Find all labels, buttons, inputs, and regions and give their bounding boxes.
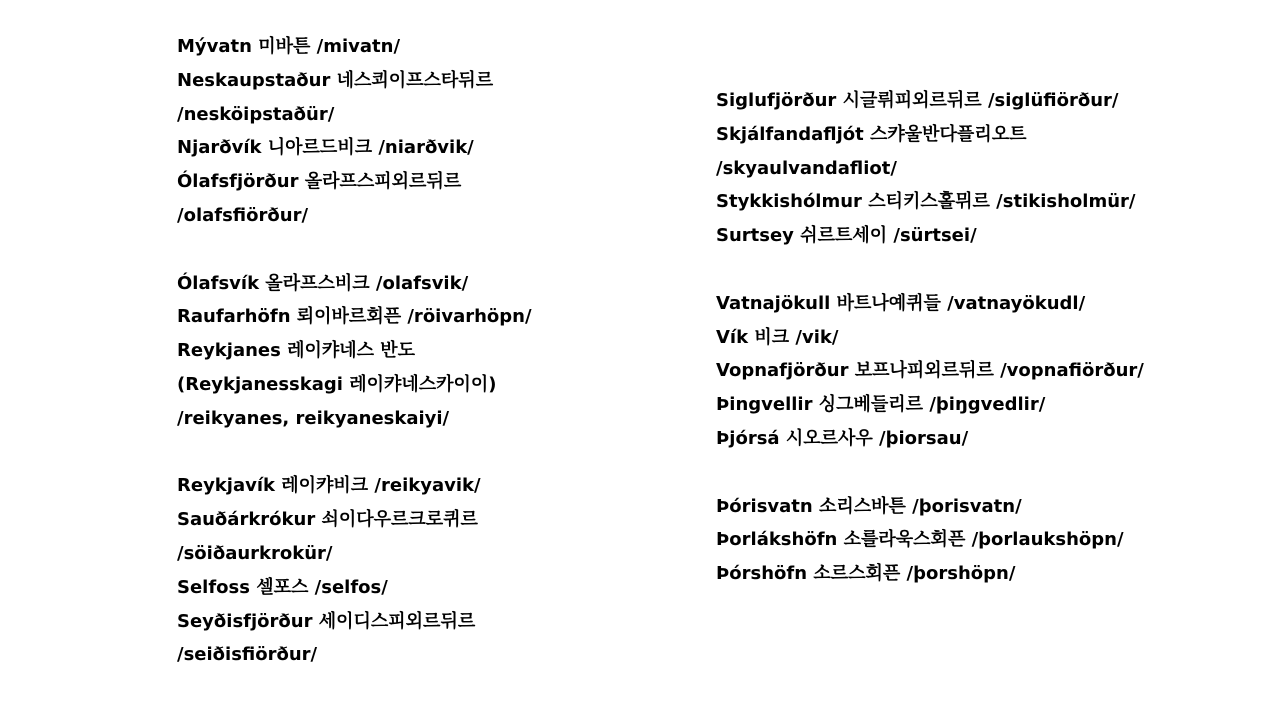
text-line: Reykjanes 레이캬네스 반도 [177, 340, 416, 362]
text-line: /olafsfiörður/ [177, 204, 309, 226]
text-line: Seyðisfjörður 세이디스피외르뒤르 [177, 610, 476, 632]
text-line: Selfoss 셀포스 /selfos/ [177, 576, 388, 598]
text-line: Reykjavík 레이캬비크 /reikyavik/ [177, 475, 481, 497]
text-line: Vatnajökull 바트나예퀴들 /vatnayökudl/ [716, 292, 1086, 314]
text-line: Vopnafjörður 보프나피외르뒤르 /vopnafiörður/ [716, 360, 1144, 382]
text-line: Njarðvík 니아르드비크 /niarðvik/ [177, 137, 474, 159]
text-line: Þórisvatn 소리스바튼 /þorisvatn/ [716, 495, 1022, 517]
text-line: Vík 비크 /vik/ [716, 326, 839, 348]
text-line: Sauðárkrókur 쇠이다우르크로퀴르 [177, 509, 478, 531]
text-line: (Reykjanesskagi 레이캬네스카이이) [177, 373, 497, 395]
blank-line [177, 233, 657, 267]
text-line: /reikyanes, reikyaneskaiyi/ [177, 407, 450, 429]
text-line: Siglufjörður 시글뤼피외르뒤르 /siglüfiörður/ [716, 90, 1119, 111]
text-line: Stykkishólmur 스티키스홀뮈르 /stikisholmür/ [716, 191, 1136, 213]
text-line: Raufarhöfn 뢰이바르회픈 /röivarhöpn/ [177, 306, 532, 328]
text-line: /nesköipstaðür/ [177, 103, 335, 125]
blank-line [716, 253, 1256, 287]
text-line: /seiðisfiörður/ [177, 644, 318, 666]
blank-line [177, 436, 657, 470]
text-line: Neskaupstaður 네스쾨이프스타뒤르 [177, 69, 494, 91]
text-line: Mývatn 미바튼 /mivatn/ [177, 36, 401, 57]
text-line: Þingvellir 싱그베들리르 /þiŋgvedlir/ [716, 394, 1046, 416]
text-line: /skyaulvandafliot/ [716, 157, 897, 179]
text-line: Surtsey 쉬르트세이 /sürtsei/ [716, 225, 977, 247]
text-line: Ólafsfjörður 올라프스피외르뒤르 [177, 171, 462, 193]
text-line: /söiðaurkrokür/ [177, 542, 333, 564]
right-column [716, 84, 1256, 591]
left-column [177, 30, 657, 672]
text-line: Ólafsvík 올라프스비크 /olafsvik/ [177, 272, 469, 294]
text-line: Þorlákshöfn 소를라욱스회픈 /þorlaukshöpn/ [716, 529, 1124, 551]
text-line: Þjórsá 시오르사우 /þiorsau/ [716, 427, 969, 449]
blank-line [716, 456, 1256, 490]
text-line: Skjálfandafljót 스캬울반다플리오트 [716, 123, 1027, 145]
text-line: Þórshöfn 소르스회픈 /þorshöpn/ [716, 563, 1016, 585]
